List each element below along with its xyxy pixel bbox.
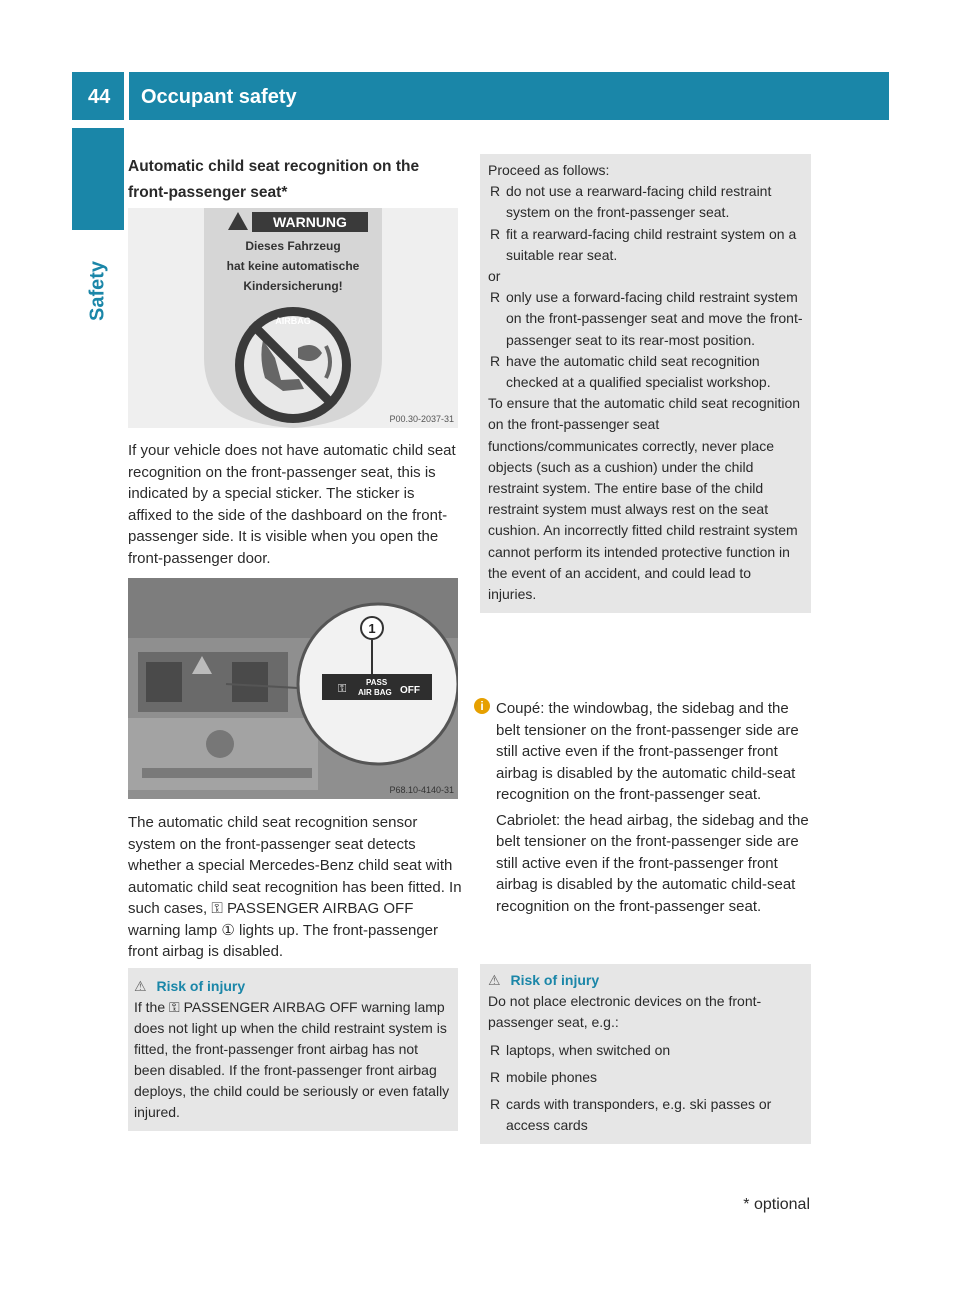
- box-bullet: R do not use a rearward-facing child restraint system on the front-passenger seat.: [488, 181, 803, 223]
- warning-triangle-icon: ⚠: [134, 978, 147, 994]
- sticker-svg: [128, 208, 458, 428]
- page-number-bar: [72, 72, 124, 120]
- box-bullet: R have the automatic child seat recognition checked at a qualified specialist workshop.: [488, 351, 803, 393]
- child-seat-symbol: ⚿: [338, 683, 347, 695]
- info-cabriolet: Cabriolet: the head airbag, the sidebag and the belt tensioner on the front-passenger side are still active even if the front-passenger front airbag is disabled by the automatic child-seat recognition on the front-passenger seat.: [496, 811, 809, 915]
- figure-code: P68.10-4140-31: [389, 785, 454, 795]
- page-number: 44: [88, 86, 111, 108]
- warning-box-left: [128, 968, 458, 1131]
- lamp-off-label: OFF: [400, 685, 420, 696]
- info-coupe: Coupé: the windowbag, the sidebag and the belt tensioner on the front-passenger side are still active even if the front-passenger front airbag is disabled by the automatic child-seat recognition on the front-passenger seat.: [496, 700, 799, 803]
- warning-bullet: R mobile phones: [488, 1067, 803, 1088]
- box-bullet: R fit a rearward-facing child restraint system on a suitable rear seat.: [488, 224, 803, 266]
- warning-title-text: Risk of injury: [510, 972, 600, 988]
- warning-title-text: Risk of injury: [156, 978, 246, 994]
- side-tab: [72, 128, 124, 230]
- heading-line-2: front-passenger seat*: [128, 184, 288, 201]
- box-bullet: R only use a forward-facing child restraint system on the front-passenger seat and move the front-passenger seat to its rear-most position.: [488, 287, 803, 351]
- instructions-box: [480, 154, 811, 613]
- sign-line-1: Dieses Fahrzeug: [245, 239, 341, 253]
- chapter-title: Occupant safety: [141, 86, 297, 108]
- side-label-text: Safety: [86, 260, 109, 322]
- box-paragraph: To ensure that the automatic child seat recognition on the front-passenger seat functions/communicates correctly, never place objects (such as a cushion) under the child restraint system. The entire base of the child restraint system must always rest on the seat cushion. An incorrectly fitted child restraint system cannot perform its intended protective function in the event of an accident, and could lead to injuries.: [488, 395, 801, 603]
- warning-box-right: [480, 964, 811, 1144]
- sign-line-2: hat keine automatische: [226, 259, 360, 273]
- dashboard-svg: [128, 578, 458, 799]
- info-note: [480, 698, 814, 917]
- warning-title: [488, 970, 803, 991]
- warning-bullet: R cards with transponders, e.g. ski passes or access cards: [488, 1094, 803, 1136]
- warning-text: Do not place electronic devices on the front-passenger seat, e.g.:: [488, 993, 762, 1031]
- airbag-ring-text: AIRBAG: [275, 316, 311, 326]
- callout-number: 1: [368, 621, 376, 636]
- info-icon: i: [474, 698, 490, 714]
- chapter-header-bar: [129, 72, 889, 120]
- paragraph-sensor: The automatic child seat recognition sensor system on the front-passenger seat detects whether a special Mercedes-Benz child seat with automatic child seat recognition has been fitted. In such cases, ⚿ PASSENGER AIRBAG OFF warning lamp ① lights up. The front-passenger front airbag is disabled.: [128, 814, 462, 960]
- warning-text: If the ⚿ PASSENGER AIRBAG OFF warning lamp does not light up when the child restraint system is fitted, the front-passenger front airbag has not been disabled. If the front-passenger front airbag deploys, the child could be seriously or even fatally injured.: [134, 999, 450, 1120]
- warning-title: [134, 976, 452, 997]
- warning-triangle-icon: ⚠: [488, 972, 501, 988]
- warning-bullet: R laptops, when switched on: [488, 1040, 803, 1061]
- figure-code: P00.30-2037-31: [389, 414, 454, 424]
- footnote: * optional: [743, 1196, 810, 1213]
- sign-line-3: Kindersicherung!: [243, 279, 343, 293]
- paragraph-sticker: If your vehicle does not have automatic child seat recognition on the front-passenger seat, this is indicated by a special sticker. The sticker is affixed to the side of the dashboard on the front-passenger side. It is visible when you open the front-passenger door.: [128, 442, 456, 567]
- heading-line-1: Automatic child seat recognition on the: [128, 158, 420, 175]
- section-heading: [128, 154, 458, 206]
- dashboard-figure: [128, 578, 458, 799]
- lamp-label-1: PASS: [366, 678, 388, 687]
- sensor-paragraph: [128, 812, 462, 963]
- warning-sticker-figure: [128, 208, 458, 428]
- box-intro: Proceed as follows:: [488, 162, 610, 178]
- intro-paragraph: [128, 440, 460, 569]
- sign-word: WARNUNG: [273, 214, 347, 230]
- box-or: or: [488, 268, 501, 285]
- lamp-label-2: AIR BAG: [358, 688, 392, 697]
- control-knob: [206, 730, 234, 758]
- side-label: [72, 236, 124, 346]
- no-child-seat-airbag-icon: [235, 307, 351, 423]
